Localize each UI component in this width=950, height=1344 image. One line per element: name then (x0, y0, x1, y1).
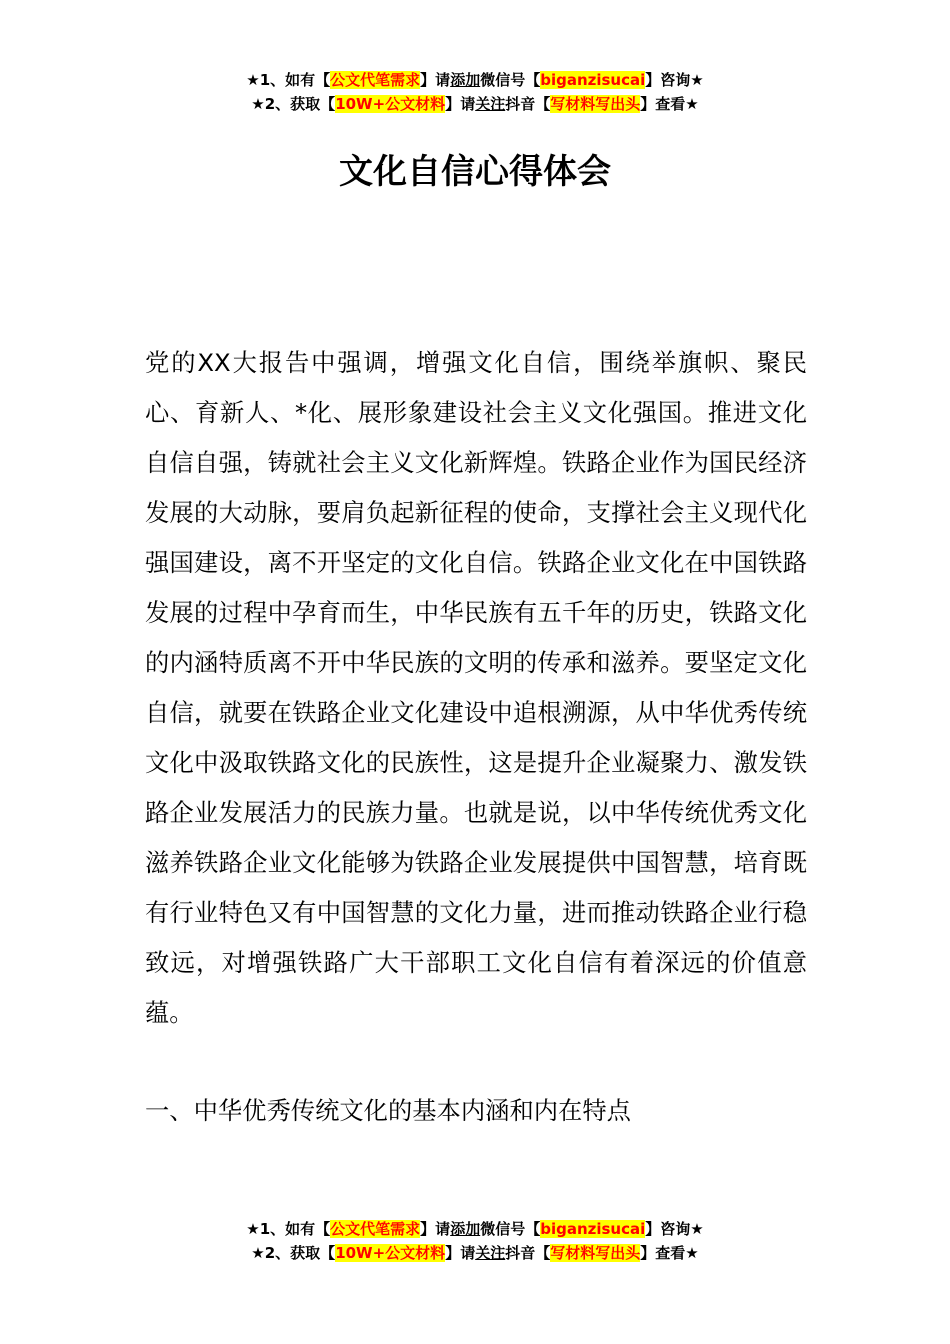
footer-banner (0, 1217, 950, 1265)
banner-text: 抖音【 (505, 95, 551, 113)
banner-text: 】请 (445, 95, 476, 113)
highlight-ghostwriting: 公文代笔需求 (330, 1220, 421, 1238)
banner-text: 微信号【 (480, 71, 541, 89)
banner-text: 】咨询★ (645, 71, 704, 89)
section-heading-1: 一、中华优秀传统文化的基本内涵和内在特点 (145, 1096, 631, 1125)
banner-text: 】请 (420, 1220, 451, 1238)
underline-add: 添加 (450, 1220, 481, 1238)
footer-banner-line-2 (0, 1241, 950, 1265)
underline-follow: 关注 (475, 95, 506, 113)
banner-text: 】请 (420, 71, 451, 89)
highlight-materials: 10W+公文材料 (335, 95, 446, 113)
banner-text: ★2、获取【 (251, 1244, 336, 1262)
footer-banner-line-1 (0, 1217, 950, 1241)
banner-text: 微信号【 (480, 1220, 541, 1238)
paragraph-1: 党的XX大报告中强调，增强文化自信，围绕举旗帜、聚民心、育新人、*化、展形象建设社会主义文化强国。推进文化自信自强，铸就社会主义文化新辉煌。铁路企业作为国民经济发展的大动脉，要肩负起新征程的使命，支撑社会主义现代化强国建设，离不开坚定的文化自信。铁路企业文化在中国铁路发展的过程中孕育而生，中华民族有五千年的历史，铁路文化的内涵特质离不开中华民族的文明的传承和滋养。要坚定文化自信，就要在铁路企业文化建设中追根溯源，从中华优秀传统文化中汲取铁路文化的民族性，这是提升企业凝聚力、激发铁路企业发展活力的民族力量。也就是说，以中华传统优秀文化滋养铁路企业文化能够为铁路企业发展提供中国智慧，培育既有行业特色又有中国智慧的文化力量，进而推动铁路企业行稳致远，对增强铁路广大干部职工文化自信有着深远的价值意蕴。 (145, 348, 807, 1027)
highlight-ghostwriting: 公文代笔需求 (330, 71, 421, 89)
banner-text: 】查看★ (640, 95, 699, 113)
header-banner (0, 68, 950, 116)
highlight-materials: 10W+公文材料 (335, 1244, 446, 1262)
underline-add: 添加 (450, 71, 481, 89)
banner-text: ★1、如有【 (246, 1220, 331, 1238)
banner-text: ★1、如有【 (246, 71, 331, 89)
banner-text: 】请 (445, 1244, 476, 1262)
highlight-wechat-id: biganzisucai (540, 71, 646, 89)
banner-text: 】咨询★ (645, 1220, 704, 1238)
banner-text: ★2、获取【 (251, 95, 336, 113)
highlight-douyin-id: 写材料写出头 (550, 1244, 641, 1262)
banner-text: 抖音【 (505, 1244, 551, 1262)
highlight-douyin-id: 写材料写出头 (550, 95, 641, 113)
header-banner-line-2 (0, 92, 950, 116)
header-banner-line-1 (0, 68, 950, 92)
underline-follow: 关注 (475, 1244, 506, 1262)
highlight-wechat-id: biganzisucai (540, 1220, 646, 1238)
document-title: 文化自信心得体会 (339, 152, 611, 192)
document-body (145, 338, 807, 1038)
banner-text: 】查看★ (640, 1244, 699, 1262)
